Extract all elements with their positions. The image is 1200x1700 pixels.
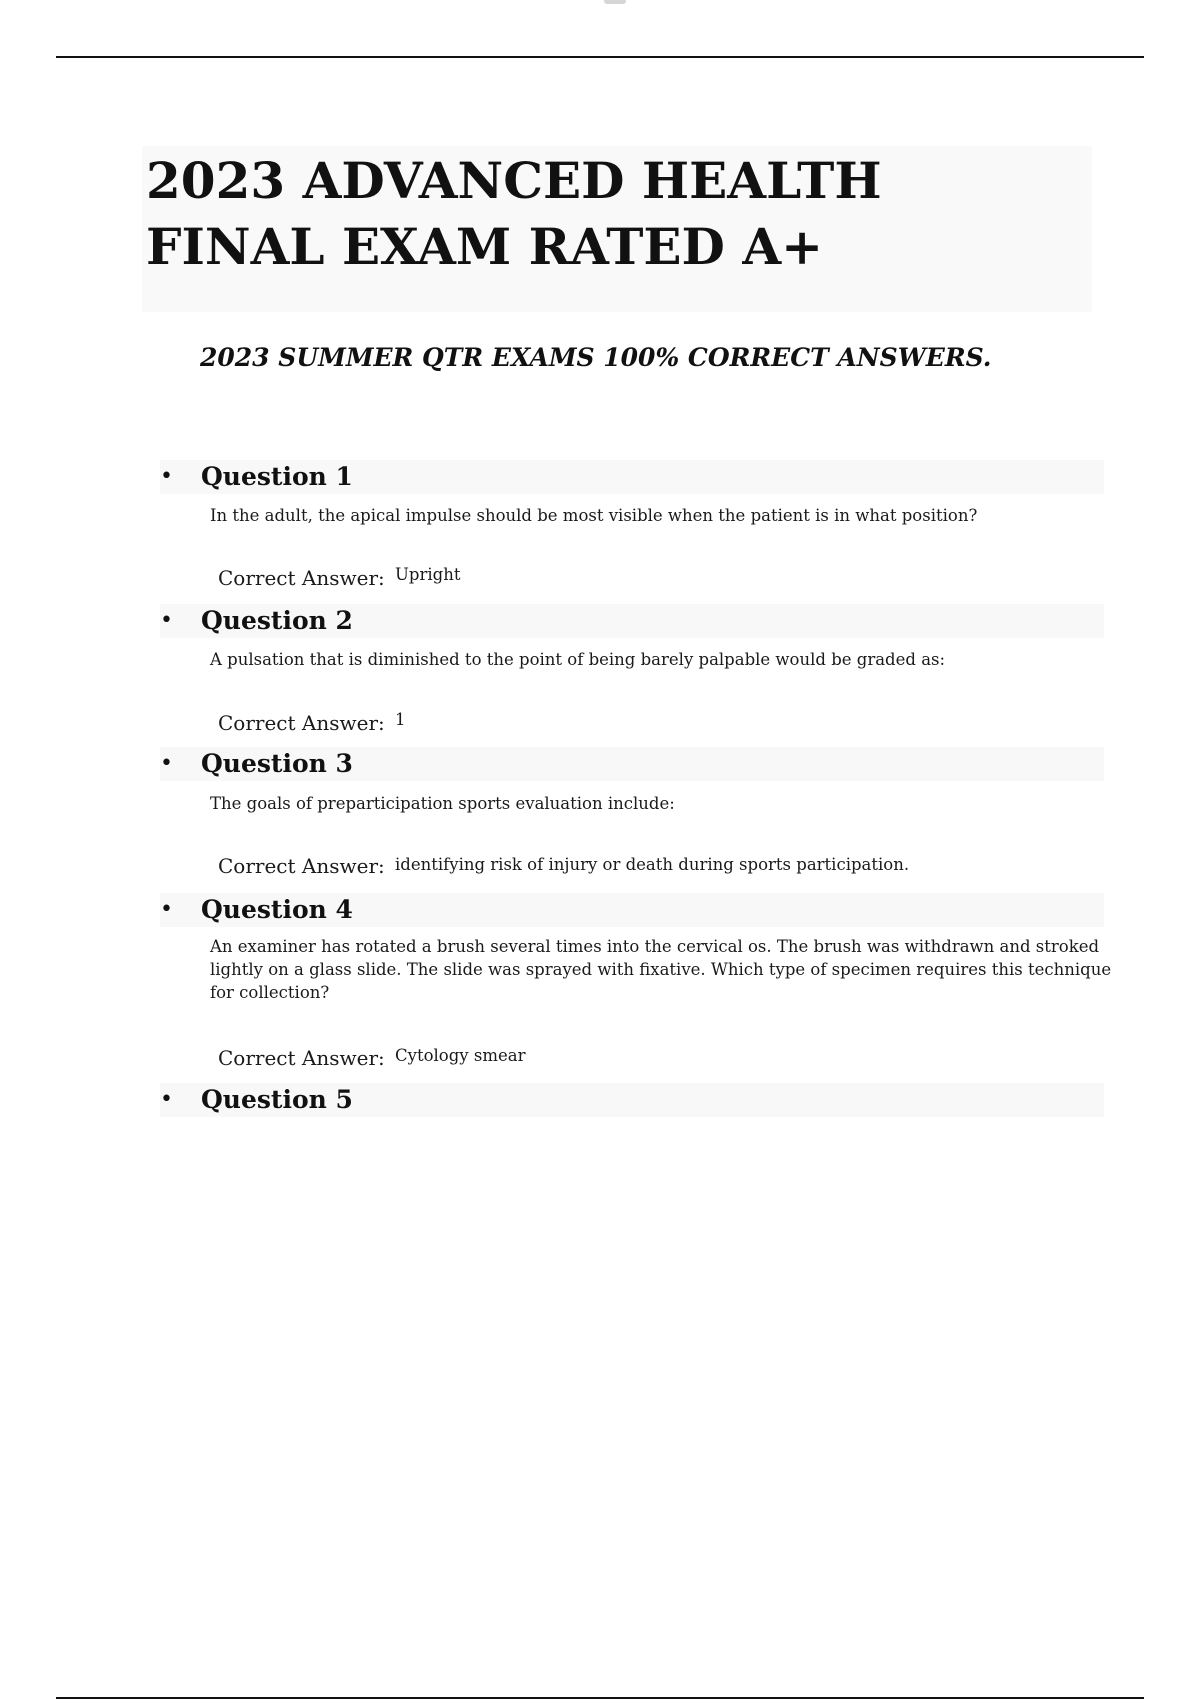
question-2-answer: 1	[395, 710, 406, 729]
footer-rule	[56, 1697, 1144, 1699]
question-5-heading: Question 5	[201, 1085, 353, 1114]
question-3-heading: Question 3	[201, 749, 353, 778]
question-2-bullet: •	[160, 608, 173, 633]
question-2-heading: Question 2	[201, 606, 353, 635]
question-4-answer-label: Correct Answer:	[218, 1046, 385, 1070]
question-1-text: In the adult, the apical impulse should be most visible when the patient is in what position?	[210, 506, 978, 525]
question-1-answer-label: Correct Answer:	[218, 566, 385, 590]
header-rule	[56, 56, 1144, 58]
question-1-bullet: •	[160, 464, 173, 489]
question-2-text: A pulsation that is diminished to the point of being barely palpable would be graded as:	[210, 650, 946, 669]
document-subtitle: 2023 SUMMER QTR EXAMS 100% CORRECT ANSWERS.	[200, 343, 992, 372]
question-3-answer: identifying risk of injury or death during sports participation.	[395, 855, 910, 874]
question-1-heading: Question 1	[201, 462, 353, 491]
question-4-heading: Question 4	[201, 895, 353, 924]
question-2-answer-label: Correct Answer:	[218, 711, 385, 735]
question-4-answer: Cytology smear	[395, 1046, 526, 1065]
question-3-bullet: •	[160, 751, 173, 776]
question-1-answer: Upright	[395, 565, 461, 584]
question-3-text: The goals of preparticipation sports evaluation include:	[210, 794, 675, 813]
question-3-answer-label: Correct Answer:	[218, 854, 385, 878]
question-4-text: An examiner has rotated a brush several times into the cervical os. The brush was withdrawn and stroked lightly on a glass slide. The slide was sprayed with fixative. Which type of specimen requires this technique for collection?	[210, 937, 1112, 1002]
page-top-mark	[604, 0, 626, 4]
question-5-bullet: •	[160, 1087, 173, 1112]
question-4-bullet: •	[160, 897, 173, 922]
document-title: 2023 ADVANCED HEALTH FINAL EXAM RATED A+	[146, 151, 882, 276]
